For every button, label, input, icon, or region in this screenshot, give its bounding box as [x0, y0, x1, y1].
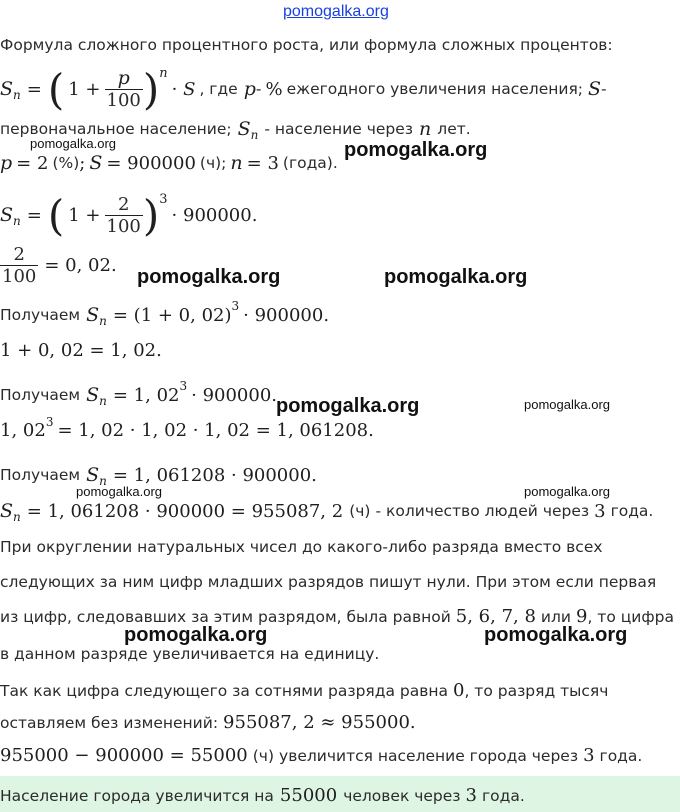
watermark: pomogalka.org: [124, 624, 268, 646]
given-values: p = 2 (%) ; S = 900000 (ч); n = 3 (года).: [0, 152, 338, 174]
watermark: pomogalka.org: [137, 266, 281, 288]
watermark: pomogalka.org: [276, 395, 420, 417]
watermark: pomogalka.org: [524, 484, 610, 499]
difference-line: 955000 − 900000 = 55000 (ч) увеличится население города через 3 года.: [0, 745, 643, 766]
rounding-line-4: в данном разряде увеличивается на единицу.: [0, 645, 380, 663]
result-line: $S_n$ = 1, 061208 · 900000 = 955087, 2 (ч) - количество людей через 3 года.: [0, 500, 654, 525]
intro-text: Формула сложного процентного роста, или формула сложных процентов:: [0, 36, 613, 54]
answer-box: [0, 776, 680, 812]
watermark: pomogalka.org: [524, 397, 610, 412]
rounding-line-1: При округлении натуральных чисел до какого-либо разряда вместо всех: [0, 538, 603, 556]
step-3: Получаем $S_n$ = 1, 061208 · 900000.: [0, 464, 317, 489]
fraction-p-100: $\frac{p}{100}$: [106, 67, 141, 111]
site-link[interactable]: pomogalka.org: [283, 3, 389, 20]
step-2: Получаем $S_n$ = 1, 02 3 · 900000.: [0, 379, 278, 409]
formula-line: $S_n$ = ( 1 + $\frac{p}{100}$ ) n · S , где p - % ежегодного увеличения населения; S -: [0, 64, 607, 114]
rounding-line-3: из цифр, следовавших за этим разрядом, была равной 5, 6, 7, 8 или 9 , то цифра: [0, 606, 674, 627]
answer-text: Население города увеличится на 55000 человек через 3 года.: [0, 785, 525, 806]
rounding-line-5: Так как цифра следующего за сотнями разряда равна 0 , то разряд тысяч: [0, 680, 609, 701]
fraction-2-100: $\frac{2}{100}$: [106, 193, 141, 237]
watermark: pomogalka.org: [484, 624, 628, 646]
watermark: pomogalka.org: [344, 139, 488, 161]
watermark: pomogalka.org: [76, 484, 162, 499]
substituted-formula: $S_n$ = ( 1 + $\frac{2}{100}$ ) 3 · 900000.: [0, 190, 258, 240]
fraction-value: $\frac{2}{100}$ = 0, 02.: [2, 244, 117, 287]
cube-line: 1, 02 3 = 1, 02 · 1, 02 · 1, 02 = 1, 061208.: [0, 414, 374, 441]
watermark: pomogalka.org: [384, 266, 528, 288]
watermark: pomogalka.org: [30, 136, 116, 151]
rounding-line-2: следующих за ним цифр младших разрядов пишут нули. При этом если первая: [0, 573, 657, 591]
step-1: Получаем $S_n$ = (1 + 0, 02) 3 · 900000.: [0, 299, 330, 329]
formula-line-2: первоначальное население; $S_n$ - население через n лет.: [0, 118, 471, 143]
rounding-line-6: оставляем без изменений: 955087, 2 ≈ 955000.: [0, 712, 416, 733]
sum-line: 1 + 0, 02 = 1, 02.: [0, 340, 162, 361]
